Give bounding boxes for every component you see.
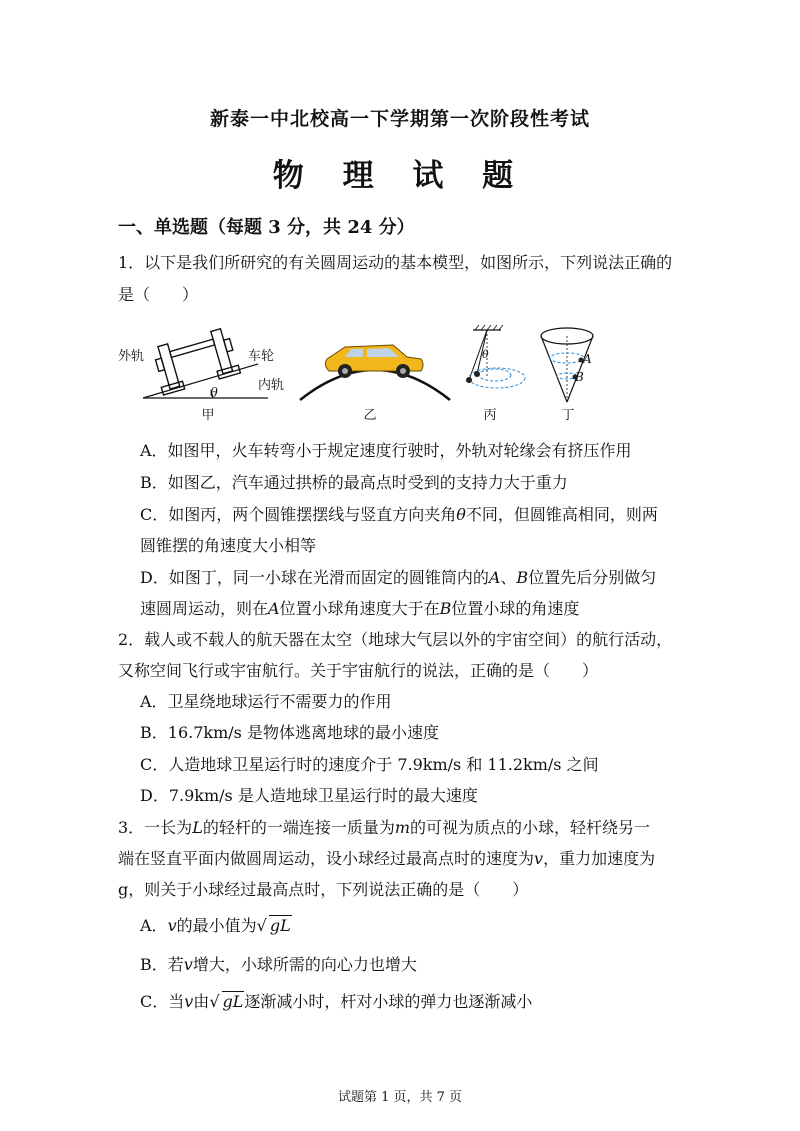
- caption-yi: 乙: [363, 408, 377, 423]
- exam-school-title: 新泰一中北校高一下学期第一次阶段性考试: [209, 108, 590, 130]
- q1-option-b: B．如图乙，汽车通过拱桥的最高点时受到的支持力大于重力: [140, 473, 568, 492]
- figure-yi-car-bridge: [295, 325, 455, 405]
- caption-jia: 甲: [201, 408, 215, 423]
- q2-stem-line2: 又称空间飞行或宇宙航行。关于宇宙航行的说法，正确的是（ ）: [118, 661, 599, 680]
- label-wheel: 车轮: [248, 349, 275, 364]
- q1-option-d-line2: 速圆周运动，则在A位置小球角速度大于在B位置小球的角速度: [140, 599, 580, 618]
- q3-stem-line1: 3．一长为L的轻杆的一端连接一质量为m的可视为质点的小球，轻杆绕另一: [118, 818, 651, 837]
- page-footer: 试题第 1 页，共 7 页: [337, 1090, 463, 1105]
- figure-ding-cone: [535, 322, 605, 407]
- section-heading: 一、单选题（每题 3 分，共 24 分）: [118, 217, 415, 238]
- q1-option-a: A．如图甲，火车转弯小于规定速度行驶时，外轨对轮缘会有挤压作用: [140, 441, 632, 460]
- label-theta-jia: θ: [210, 386, 218, 401]
- sqrt-gl: √ gL: [256, 916, 291, 935]
- q3-option-b: B．若v增大，小球所需的向心力也增大: [140, 955, 417, 974]
- q1-stem-line1: 1．以下是我们所研究的有关圆周运动的基本模型，如图所示，下列说法正确的: [118, 253, 673, 272]
- exam-subject-title: 物 理 试 题: [272, 158, 528, 194]
- q2-stem-line1: 2．载人或不载人的航天器在太空（地球大气层以外的宇宙空间）的航行活动，: [118, 630, 673, 649]
- q3-stem-line2: 端在竖直平面内做圆周运动，设小球经过最高点时的速度为v，重力加速度为: [118, 849, 656, 868]
- q3-option-a: A．v的最小值为√ gL: [140, 916, 291, 935]
- label-point-b: B: [575, 370, 584, 384]
- sqrt-gl-2: √ gL: [209, 992, 244, 1011]
- q3-stem-line3: g，则关于小球经过最高点时，下列说法正确的是（ ）: [118, 880, 529, 899]
- q2-option-c: C．人造地球卫星运行时的速度介于 7.9km/s 和 11.2km/s 之间: [140, 755, 599, 774]
- q2-option-b: B．16.7km/s 是物体逃离地球的最小速度: [140, 723, 439, 742]
- q1-option-c-line1: C．如图丙，两个圆锥摆摆线与竖直方向夹角θ不同，但圆锥高相同，则两: [140, 505, 658, 524]
- q1-stem-line2: 是（ ）: [118, 285, 199, 304]
- q3-option-c: C．当v由√ gL逐渐减小时，杆对小球的弹力也逐渐减小: [140, 992, 533, 1011]
- label-point-a: A: [583, 352, 592, 366]
- label-theta-bing: θ: [482, 348, 489, 361]
- label-outer-rail: 外轨: [118, 349, 145, 364]
- figure-jia-train-track: [118, 316, 288, 416]
- q2-option-d: D．7.9km/s 是人造地球卫星运行时的最大速度: [140, 786, 478, 805]
- caption-ding: 丁: [561, 408, 575, 423]
- label-inner-rail: 内轨: [258, 378, 285, 393]
- q1-option-d-line1: D．如图丁，同一小球在光滑而固定的圆锥筒内的A、B位置先后分别做匀: [140, 568, 657, 587]
- q2-option-a: A．卫星绕地球运行不需要力的作用: [140, 692, 392, 711]
- q1-option-c-line2: 圆锥摆的角速度大小相等: [140, 536, 317, 555]
- figure-bing-conical-pendulum: [455, 322, 535, 402]
- caption-bing: 丙: [483, 408, 497, 423]
